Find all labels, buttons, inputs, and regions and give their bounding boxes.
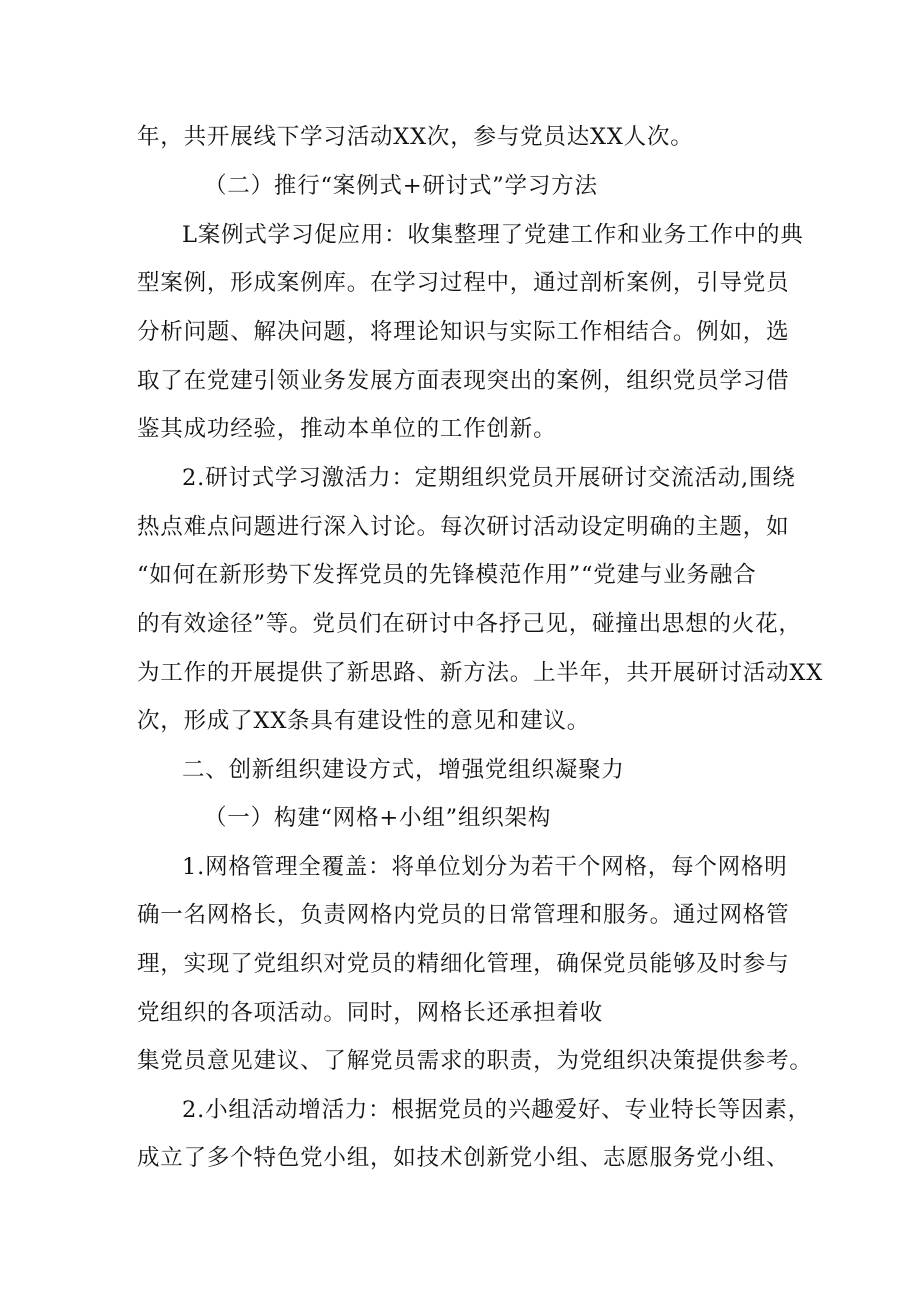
text-line: 党组织的各项活动。同时，网格长还承担着收 xyxy=(137,1000,604,1026)
section-heading: （二）推行“案例式+研讨式”学习方法 xyxy=(204,173,598,199)
text-line: 热点难点问题进行深入讨论。每次研讨活动设定明确的主题，如 xyxy=(137,514,790,540)
text-line: 成立了多个特色党小组，如技术创新党小组、志愿服务党小组、 xyxy=(137,1145,790,1171)
text-line: 年，共开展线下学习活动XX次，参与党员达XX人次。 xyxy=(137,124,694,150)
section-heading: 二、创新组织建设方式，增强党组织凝聚力 xyxy=(182,757,625,783)
text-line: 分析问题、解决问题，将理论知识与实际工作相结合。例如，选 xyxy=(137,319,790,345)
text-line: 的有效途径”等。党员们在研讨中各抒己见，碰撞出思想的火花， xyxy=(137,611,802,637)
text-line: 集党员意见建议、了解党员需求的职责，为党组织决策提供参考。 xyxy=(137,1048,813,1074)
text-line: 理，实现了党组织对党员的精细化管理，确保党员能够及时参与 xyxy=(137,951,790,977)
subsection-heading: （一）构建“网格+小组”组织架构 xyxy=(204,805,552,831)
text-line: 确一名网格长，负责网格内党员的日常管理和服务。通过网格管 xyxy=(137,902,790,928)
text-line: “如何在新形势下发挥党员的先锋模范作用”“党建与业务融合 xyxy=(137,562,757,588)
text-line: 次，形成了XX条具有建设性的意见和建议。 xyxy=(137,708,591,734)
text-line: 鉴其成功经验，推动本单位的工作创新。 xyxy=(137,416,557,442)
text-line: 型案例，形成案例库。在学习过程中，通过剖析案例，引导党员 xyxy=(137,270,790,296)
text-line: 2.小组活动增活力：根据党员的兴趣爱好、专业特长等因素， xyxy=(182,1097,811,1123)
text-line: 2.研讨式学习激活力：定期组织党员开展研讨交流活动,围绕 xyxy=(182,465,796,491)
text-line: L案例式学习促应用：收集整理了党建工作和业务工作中的典 xyxy=(182,222,804,248)
text-line: 为工作的开展提供了新思路、新方法。上半年，共开展研讨活动XX xyxy=(137,660,824,686)
text-line: 取了在党建引领业务发展方面表现突出的案例，组织党员学习借 xyxy=(137,368,790,394)
text-line: 1.网格管理全覆盖：将单位划分为若干个网格，每个网格明 xyxy=(182,854,788,880)
